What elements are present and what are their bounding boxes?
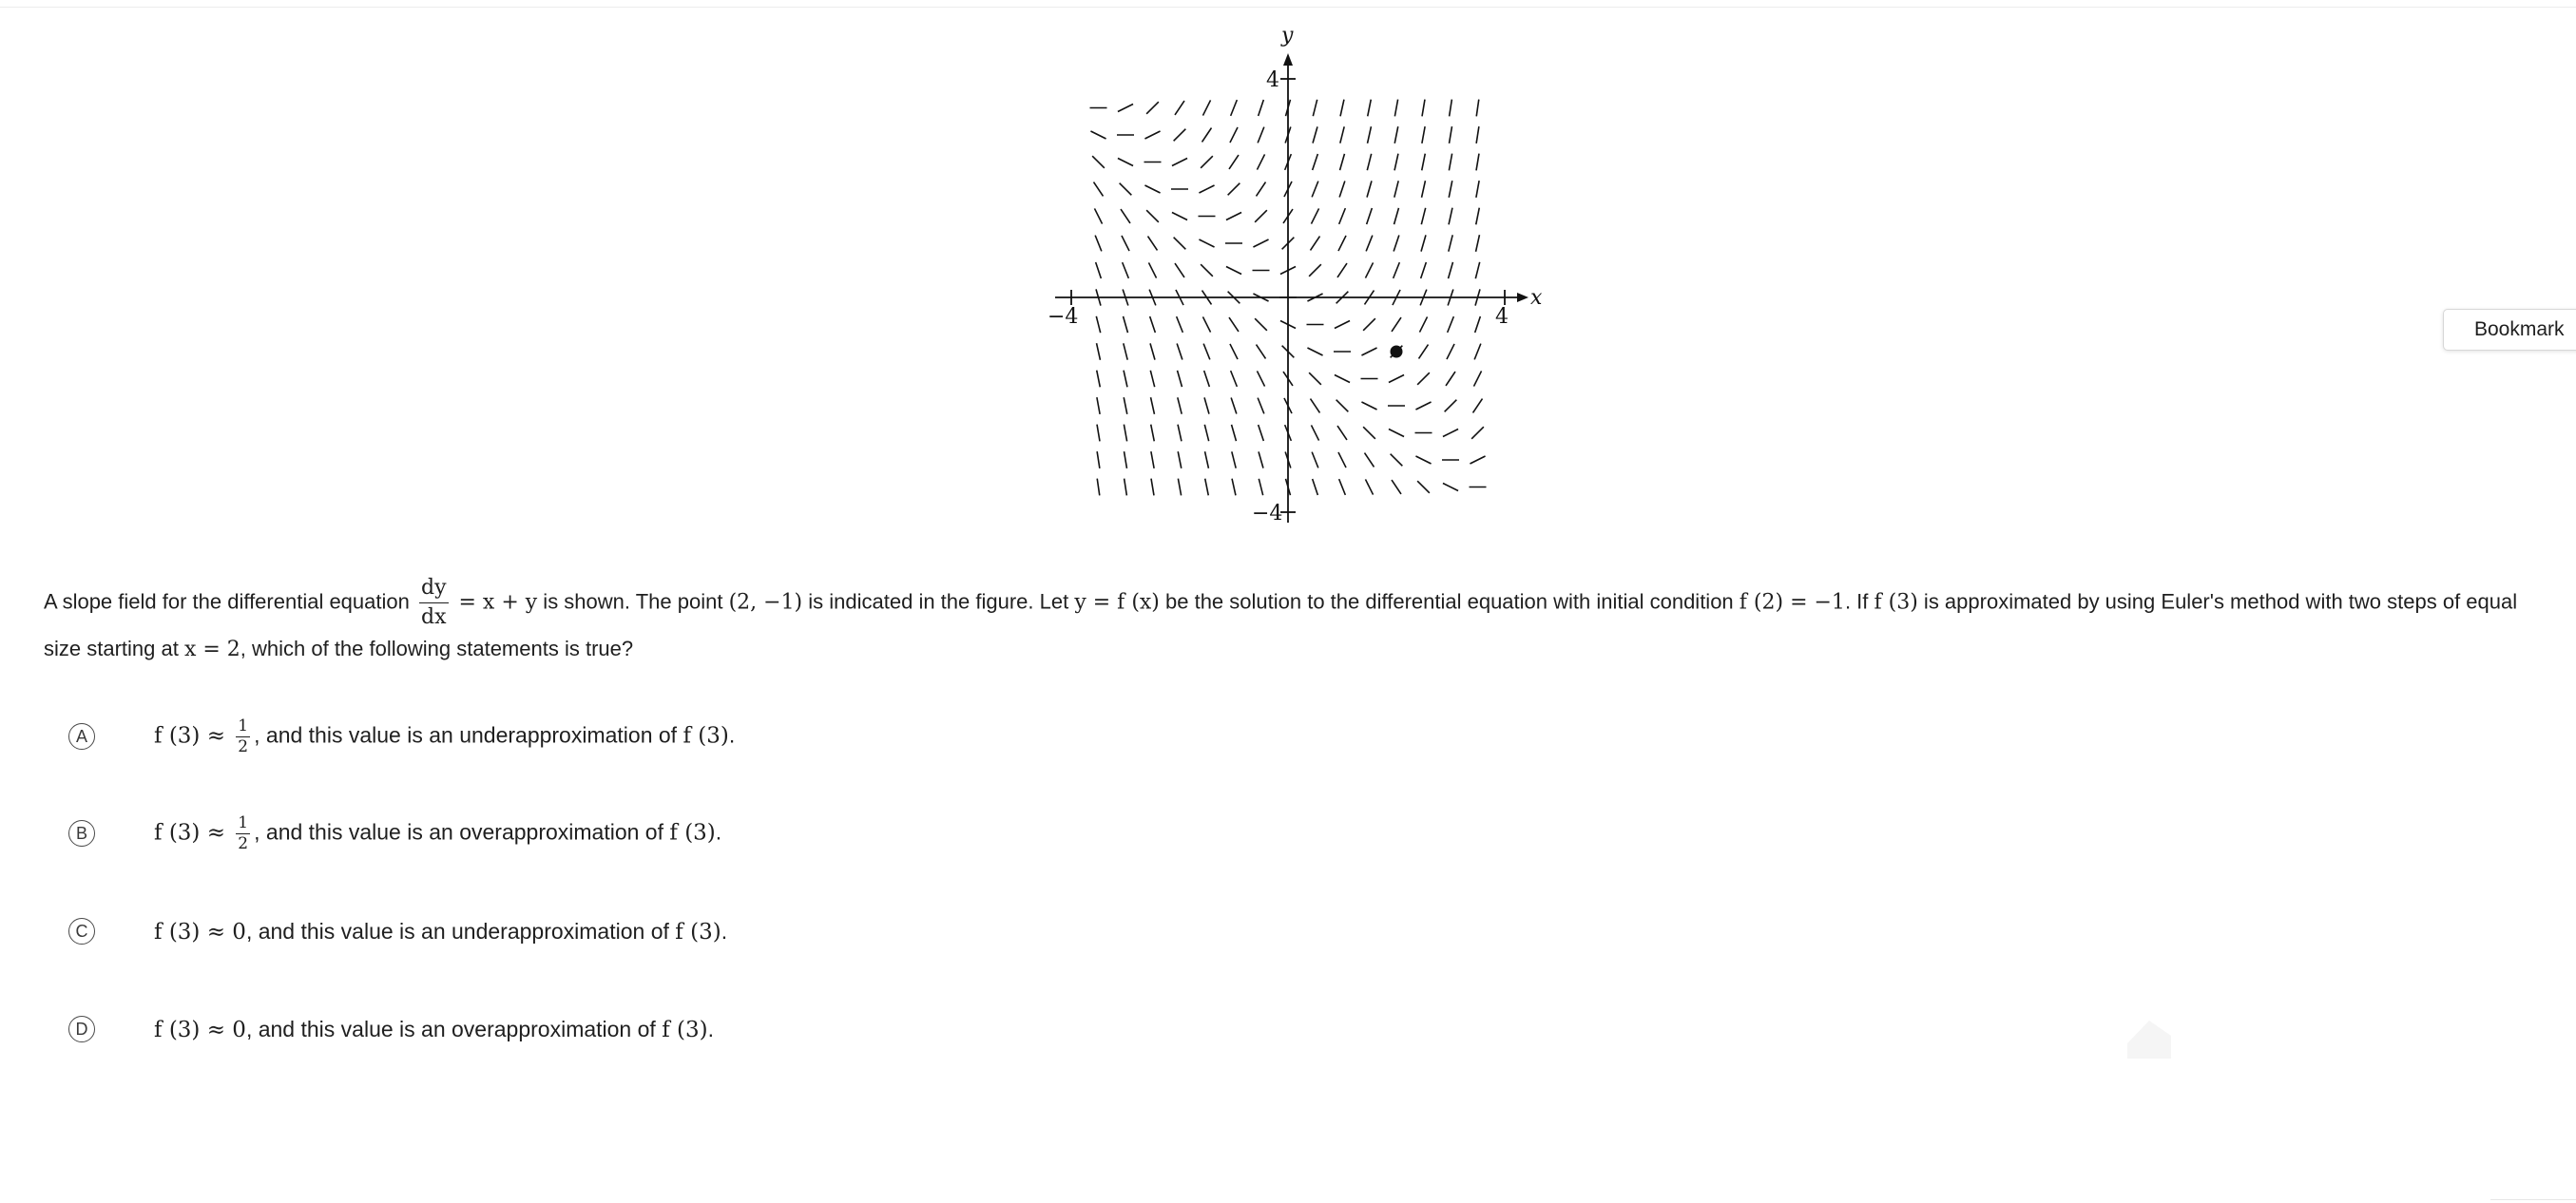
slope-segment [1311,208,1318,223]
slope-segment [1443,429,1458,436]
slope-segment [1311,237,1320,251]
slope-segment [1339,208,1346,224]
marked-point [1391,346,1403,358]
eraser-icon[interactable] [2127,1021,2171,1059]
slope-segment [1476,126,1479,143]
slope-segment [1146,102,1159,114]
slope-segment [1257,182,1266,197]
slope-segment [1202,100,1210,115]
slope-segment [1311,399,1320,413]
slope-segment [1259,100,1264,116]
slope-segment [1340,154,1345,170]
choice-letter-a[interactable]: A [68,723,95,750]
slope-segment [1259,425,1264,441]
slope-segment [1151,479,1154,496]
slope-segment [1144,185,1160,193]
slope-segment [1174,129,1186,142]
slope-segment [1124,425,1126,442]
slope-segment [1449,208,1452,225]
slope-segment [1391,454,1403,467]
x-axis-label: x [1530,286,1543,310]
slope-segment [1232,425,1237,441]
slope-segment [1338,452,1346,468]
slope-segment [1175,263,1184,277]
slope-segment [1448,316,1454,333]
slope-field-figure [1036,19,1568,542]
slope-segment [1123,262,1129,278]
x-axis-arrow [1517,293,1528,302]
slope-segment [1443,483,1458,490]
slope-segment [1231,397,1237,413]
slope-segment [1148,237,1158,251]
slope-segment [1151,397,1155,414]
slope-segment [1335,320,1350,328]
slope-segment [1449,262,1453,278]
slope-segment [1172,212,1187,220]
slope-segment [1230,344,1238,359]
slope-segment [1363,318,1375,331]
slope-segment [1476,181,1479,198]
slope-segment [1151,425,1155,442]
slope-segment [1144,131,1160,139]
slope-segment [1449,154,1451,171]
y-axis-arrow [1283,53,1293,66]
slope-segment [1148,262,1156,277]
slope-segment [1205,479,1209,496]
question-stem: A slope field for the differential equation $\frac{dy}{dx}$ = x + y is shown. The point (2, −1) is indicated in the figure. Let y = f (x) be the solution to the differential equation with initial condition f (2) = −1. If f (3) is approximated by using Euler's method with two steps of equal size starting at x = 2, which of the following statements is true? [44,576,2518,661]
slope-segment [1255,318,1267,331]
slope-segment [1474,344,1481,360]
slope-segment [1120,183,1132,196]
slope-segment [1361,348,1376,355]
slope-segment [1337,426,1347,440]
slope-segment [1394,100,1397,117]
slope-segment [1421,235,1426,251]
slope-segment [1419,316,1427,332]
slope-segment [1124,343,1127,359]
slope-segment [1367,208,1373,224]
slope-segment [1368,100,1372,117]
slope-segment [1232,479,1236,496]
choice-letter-d[interactable]: D [68,1016,95,1042]
slope-segment [1394,154,1398,171]
slope-segment [1394,181,1398,197]
slope-segment [1204,425,1208,441]
slope-segment [1422,126,1425,143]
slope-segment [1259,479,1262,495]
slope-segment [1335,374,1350,382]
slope-segment [1226,212,1241,220]
slope-segment [1231,100,1238,116]
slope-segment [1476,235,1480,252]
slope-segment [1232,451,1236,468]
top-divider [0,7,2576,8]
slope-segment [1340,126,1344,143]
slope-segment [1178,479,1181,496]
slope-segment [1094,208,1102,223]
slope-segment [1394,126,1398,143]
slope-segment [1449,235,1452,251]
slope-segment [1202,316,1210,332]
slope-segment [1389,429,1404,436]
slope-segment [1307,348,1322,355]
slope-segment [1368,126,1372,143]
slope-segment [1312,452,1318,468]
slope-segment [1392,480,1401,494]
slope-segment [1450,126,1452,143]
slope-segment [1311,425,1318,440]
slope-segment [1204,397,1209,413]
choice-d[interactable] [68,1010,714,1048]
slope-segment [1177,343,1182,359]
slope-segment [1339,181,1345,197]
slope-segment [1313,126,1317,143]
slope-segment [1253,239,1268,247]
slope-segment [1309,372,1321,385]
slope-segment [1419,345,1429,359]
slope-segment [1229,317,1239,332]
slope-segment [1417,481,1430,493]
slope-segment [1422,100,1425,117]
slope-segment [1259,451,1263,468]
slope-segment [1097,425,1100,442]
slope-segment [1178,371,1182,387]
slope-segment [1366,236,1373,252]
slope-segment [1446,372,1455,386]
slope-segment [1365,479,1373,494]
choice-letter-c[interactable]: C [68,918,95,945]
choice-text-d: f (3) ≈ 0, and this value is an overapproximation of f (3). [154,1016,714,1042]
slope-segment [1122,236,1129,251]
derivative-fraction: $\frac{dy}{dx}$ [420,576,447,629]
choice-b[interactable] [68,814,721,852]
slope-segment [1150,316,1156,333]
slope-segment [1118,158,1133,165]
slope-segment [1096,262,1102,278]
choice-letter-b[interactable]: B [68,820,95,847]
slope-segment [1201,156,1213,168]
corner-divider [2490,1199,2576,1200]
slope-segment [1097,371,1101,388]
slope-segment [1097,397,1100,414]
slope-segment [1146,210,1159,222]
slope-segment [1449,181,1452,198]
slope-segment [1473,399,1483,413]
slope-segment [1338,236,1346,251]
slope-segment [1312,181,1318,198]
tick-label-x-pos4: 4 [1495,305,1509,329]
slope-segment [1415,456,1431,464]
slope-segment [1150,343,1155,359]
slope-segment [1201,264,1213,277]
slope-segment [1257,345,1266,359]
slope-segment [1417,372,1430,385]
slope-segment [1257,371,1264,386]
slope-segment [1178,451,1182,468]
tick-label-y-neg4: −4 [1252,502,1283,525]
slope-segment [1422,181,1426,198]
choice-c[interactable] [68,912,727,950]
slope-segment [1473,371,1481,386]
slope-segment [1177,316,1183,333]
slope-segment [1394,262,1400,278]
choice-text-b: f (3) ≈ $\frac{1}{2}$ , and this value is an overapproximation of f (3). [154,812,722,853]
slope-segment [1202,128,1212,143]
tick-label-x-neg4: −4 [1048,305,1079,329]
y-axis-label: y [1281,24,1294,48]
slope-segment [1476,154,1479,171]
slope-segment [1175,101,1184,115]
choice-a[interactable] [68,717,735,755]
slope-segment [1313,154,1318,170]
slope-segment [1229,155,1239,169]
slope-segment [1199,239,1214,247]
slope-segment [1118,104,1133,111]
slope-segment [1470,456,1485,464]
slope-segment [1125,479,1127,496]
choice-text-c: f (3) ≈ 0, and this value is an underapproximation of f (3). [154,918,728,945]
slope-segment [1365,262,1373,277]
slope-segment [1203,344,1210,360]
slope-segment [1415,402,1431,410]
slope-segment [1178,397,1182,413]
bookmark-button[interactable]: Bookmark [2443,309,2576,351]
slope-segment [1257,154,1264,169]
slope-segment [1450,100,1452,117]
slope-segment [1340,100,1344,117]
slope-segment [1309,264,1321,277]
slope-segment [1097,451,1100,468]
slope-segment [1392,317,1401,332]
slope-segment [1422,154,1426,171]
slope-segment [1178,425,1182,442]
slope-segment [1151,451,1154,468]
slope-segment [1204,371,1210,387]
slope-segment [1095,236,1102,252]
slope-segment [1124,397,1127,414]
slope-segment [1394,208,1399,224]
slope-segment [1226,266,1241,274]
slope-segment [1476,208,1480,225]
slope-segment [1150,371,1154,387]
slope-segment [1389,374,1404,382]
slope-segment [1447,344,1454,359]
slope-segment [1471,427,1484,439]
slope-segment [1124,316,1128,333]
slope-segment [1090,131,1105,139]
slope-segment [1094,182,1104,197]
slope-segment [1421,208,1425,224]
slope-segment [1367,154,1371,170]
slope-segment [1313,479,1318,495]
slope-segment [1255,210,1267,222]
slope-segment [1096,316,1100,333]
slope-segment [1421,262,1427,278]
tick-label-y-pos4: 4 [1266,68,1279,92]
slope-segment [1361,402,1376,410]
slope-segment [1124,371,1127,388]
slope-segment [1367,181,1372,197]
slope-segment [1475,262,1479,278]
slope-segment [1336,400,1349,412]
slope-segment [1337,263,1347,277]
slope-segment [1174,238,1186,250]
slope-segment [1199,185,1214,193]
slope-segment [1121,209,1130,223]
slope-segment [1231,371,1238,387]
slope-segment [1125,451,1127,468]
slope-segment [1363,427,1375,439]
slope-segment [1097,479,1100,496]
slope-segment [1230,127,1238,143]
slope-segment [1313,100,1317,116]
slope-segment [1097,343,1101,360]
slope-segment [1365,453,1375,468]
slope-segment [1475,316,1481,333]
slope-segment [1476,100,1479,117]
slope-segment [1092,156,1105,168]
slope-segment [1228,183,1240,196]
slope-segment [1445,400,1457,412]
slope-segment [1339,479,1346,495]
slope-segment [1172,158,1187,165]
slope-segment [1258,127,1264,143]
slope-segment [1394,235,1399,251]
slope-segment [1205,451,1209,468]
slope-segment [1258,398,1264,414]
choice-text-a: f (3) ≈ $\frac{1}{2}$ , and this value is an underapproximation of f (3). [154,716,736,756]
